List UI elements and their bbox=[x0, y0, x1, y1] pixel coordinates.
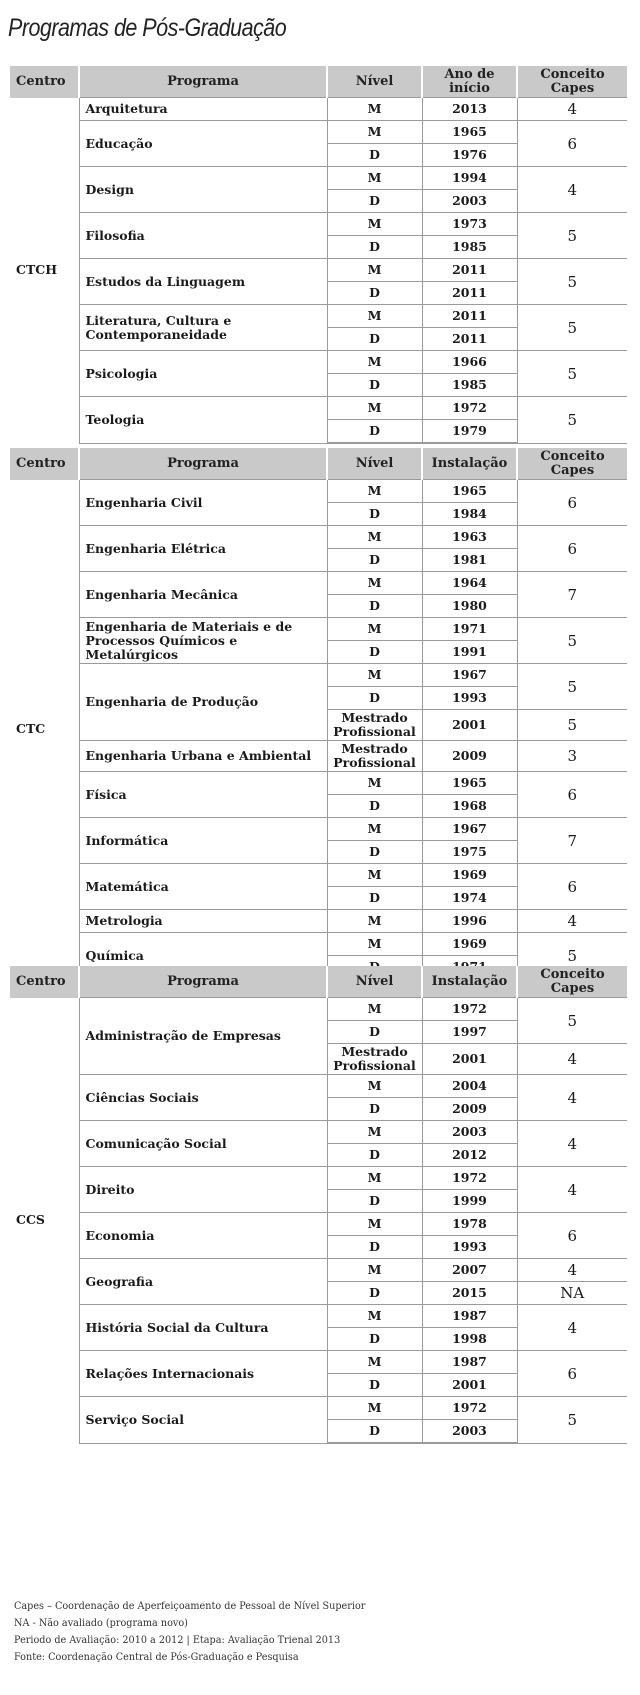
nivel-cell: M bbox=[327, 1305, 422, 1328]
header-ano: Ano de início bbox=[422, 66, 517, 98]
table-row bbox=[10, 98, 627, 121]
table-row bbox=[10, 910, 627, 933]
centro-cell: CTC bbox=[16, 721, 46, 737]
nivel-cell: D bbox=[327, 1098, 422, 1121]
nivel-cell: M bbox=[327, 1351, 422, 1374]
programa-cell: Teologia bbox=[79, 397, 327, 444]
header-ano: Instalação bbox=[422, 448, 517, 480]
programa-cell: Ciências Sociais bbox=[79, 1075, 327, 1121]
programa-cell: Informática bbox=[79, 818, 327, 864]
table-row bbox=[10, 1397, 627, 1420]
nivel-cell: D bbox=[327, 1374, 422, 1397]
conceito-cell: 3 bbox=[517, 741, 627, 772]
ano-cell: 1999 bbox=[422, 1190, 517, 1213]
nivel-cell: D bbox=[327, 1282, 422, 1305]
programa-cell: Relações Internacionais bbox=[79, 1351, 327, 1397]
ano-cell: 2001 bbox=[422, 1374, 517, 1397]
ano-cell: 1972 bbox=[422, 397, 517, 420]
nivel-cell: D bbox=[327, 1236, 422, 1259]
ano-cell: 1987 bbox=[422, 1351, 517, 1374]
nivel-cell: D bbox=[327, 144, 422, 167]
conceito-cell: 7 bbox=[517, 572, 627, 618]
ano-cell: 2003 bbox=[422, 1420, 517, 1444]
conceito-cell: 7 bbox=[517, 818, 627, 864]
conceito-cell: 4 bbox=[517, 910, 627, 933]
ano-cell: 1963 bbox=[422, 526, 517, 549]
header-programa: Programa bbox=[79, 966, 327, 998]
nivel-cell: M bbox=[327, 618, 422, 641]
nivel-cell: M bbox=[327, 933, 422, 956]
conceito-cell: 6 bbox=[517, 772, 627, 818]
conceito-cell: NA bbox=[517, 1282, 627, 1305]
header-centro: Centro bbox=[10, 966, 79, 998]
nivel-cell: M bbox=[327, 1167, 422, 1190]
table-row bbox=[10, 1213, 627, 1236]
note-na: NA - Não avaliado (programa novo) bbox=[14, 1617, 188, 1629]
ano-cell: 2012 bbox=[422, 1144, 517, 1167]
ano-cell: 2011 bbox=[422, 305, 517, 328]
ano-cell: 1996 bbox=[422, 910, 517, 933]
ano-cell: 1971 bbox=[422, 618, 517, 641]
table-row bbox=[10, 664, 627, 687]
ano-cell: 2001 bbox=[422, 1044, 517, 1075]
programa-cell: Literatura, Cultura e Contemporaneidade bbox=[79, 305, 327, 351]
nivel-cell: M bbox=[327, 98, 422, 121]
table-row bbox=[10, 1167, 627, 1190]
ano-cell: 2003 bbox=[422, 1121, 517, 1144]
ano-cell: 1980 bbox=[422, 595, 517, 618]
nivel-cell: M bbox=[327, 351, 422, 374]
nivel-cell: D bbox=[327, 887, 422, 910]
nivel-cell: D bbox=[327, 795, 422, 818]
table-row bbox=[10, 998, 627, 1021]
table-row bbox=[10, 1259, 627, 1282]
programa-cell: Química bbox=[79, 933, 327, 980]
programa-cell: Engenharia de Materiais e de Processos Químicos e Metalúrgicos bbox=[79, 618, 327, 664]
ano-cell: 2013 bbox=[422, 98, 517, 121]
ano-cell: 1972 bbox=[422, 1397, 517, 1420]
conceito-cell: 6 bbox=[517, 480, 627, 526]
nivel-cell: M bbox=[327, 910, 422, 933]
conceito-cell: 4 bbox=[517, 1167, 627, 1213]
nivel-cell: D bbox=[327, 236, 422, 259]
ano-cell: 2001 bbox=[422, 710, 517, 741]
ano-cell: 1967 bbox=[422, 818, 517, 841]
nivel-cell: D bbox=[327, 595, 422, 618]
programa-cell: Educação bbox=[79, 121, 327, 167]
nivel-cell: M bbox=[327, 998, 422, 1021]
programa-cell: Economia bbox=[79, 1213, 327, 1259]
conceito-cell: 6 bbox=[517, 1351, 627, 1397]
programa-cell: Direito bbox=[79, 1167, 327, 1213]
table-row bbox=[10, 213, 627, 236]
ano-cell: 1998 bbox=[422, 1328, 517, 1351]
ano-cell: 2003 bbox=[422, 190, 517, 213]
programa-cell: Filosofia bbox=[79, 213, 327, 259]
conceito-cell: 5 bbox=[517, 618, 627, 664]
table-row bbox=[10, 1075, 627, 1098]
nivel-cell: D bbox=[327, 503, 422, 526]
header-row bbox=[10, 66, 627, 98]
ano-cell: 1969 bbox=[422, 933, 517, 956]
programa-cell: Administração de Empresas bbox=[79, 998, 327, 1075]
ano-cell: 1987 bbox=[422, 1305, 517, 1328]
programa-cell: Estudos da Linguagem bbox=[79, 259, 327, 305]
programa-cell: Engenharia de Produção bbox=[79, 664, 327, 741]
note-capes: Capes – Coordenação de Aperfeiçoamento de Pessoal de Nível Superior bbox=[14, 1600, 366, 1612]
ano-cell: 1967 bbox=[422, 664, 517, 687]
nivel-cell: M bbox=[327, 397, 422, 420]
table-ctc bbox=[10, 448, 627, 980]
header-ano: Instalação bbox=[422, 966, 517, 998]
ano-cell: 2009 bbox=[422, 1098, 517, 1121]
table-row bbox=[10, 480, 627, 503]
table-row bbox=[10, 772, 627, 795]
nivel-cell: D bbox=[327, 1144, 422, 1167]
nivel-cell: M bbox=[327, 864, 422, 887]
conceito-cell: 6 bbox=[517, 1213, 627, 1259]
ano-cell: 1972 bbox=[422, 1167, 517, 1190]
header-row bbox=[10, 448, 627, 480]
ano-cell: 1985 bbox=[422, 236, 517, 259]
header-nivel: Nível bbox=[327, 448, 422, 480]
table-row bbox=[10, 1351, 627, 1374]
programa-cell: Psicologia bbox=[79, 351, 327, 397]
nivel-cell: M bbox=[327, 167, 422, 190]
table-row bbox=[10, 818, 627, 841]
programa-cell: Metrologia bbox=[79, 910, 327, 933]
conceito-cell: 5 bbox=[517, 1397, 627, 1444]
nivel-cell: D bbox=[327, 282, 422, 305]
nivel-cell: D bbox=[327, 687, 422, 710]
nivel-cell: Mestrado Profissional bbox=[327, 741, 422, 772]
nivel-cell: M bbox=[327, 1121, 422, 1144]
ano-cell: 2004 bbox=[422, 1075, 517, 1098]
table-row bbox=[10, 864, 627, 887]
conceito-cell: 4 bbox=[517, 1259, 627, 1282]
conceito-cell: 5 bbox=[517, 664, 627, 710]
programa-cell: Engenharia Elétrica bbox=[79, 526, 327, 572]
table-row bbox=[10, 933, 627, 956]
ano-cell: 1973 bbox=[422, 213, 517, 236]
centro-cell: CTCH bbox=[16, 262, 58, 278]
nivel-cell: M bbox=[327, 1259, 422, 1282]
conceito-cell: 5 bbox=[517, 213, 627, 259]
centro-cell: CCS bbox=[16, 1212, 45, 1228]
header-nivel: Nível bbox=[327, 966, 422, 998]
programa-cell: Comunicação Social bbox=[79, 1121, 327, 1167]
ano-cell: 1965 bbox=[422, 480, 517, 503]
conceito-cell: 5 bbox=[517, 351, 627, 397]
footnotes bbox=[14, 1598, 396, 1666]
ano-cell: 1964 bbox=[422, 572, 517, 595]
table-row bbox=[10, 1121, 627, 1144]
programa-cell: Serviço Social bbox=[79, 1397, 327, 1444]
header-conceito: Conceito Capes bbox=[517, 448, 627, 480]
nivel-cell: M bbox=[327, 664, 422, 687]
nivel-cell: D bbox=[327, 328, 422, 351]
ano-cell: 1976 bbox=[422, 144, 517, 167]
nivel-cell: D bbox=[327, 1420, 422, 1444]
table-row bbox=[10, 397, 627, 420]
ano-cell: 2007 bbox=[422, 1259, 517, 1282]
table-row bbox=[10, 741, 627, 772]
ano-cell: 1974 bbox=[422, 887, 517, 910]
header-row bbox=[10, 966, 627, 998]
conceito-cell: 5 bbox=[517, 305, 627, 351]
table-row bbox=[10, 618, 627, 641]
programa-cell: Design bbox=[79, 167, 327, 213]
table-row bbox=[10, 1305, 627, 1328]
nivel-cell: M bbox=[327, 526, 422, 549]
ano-cell: 1966 bbox=[422, 351, 517, 374]
page-title: Programas de Pós-Graduação bbox=[8, 14, 287, 42]
nivel-cell: M bbox=[327, 213, 422, 236]
nivel-cell: M bbox=[327, 1075, 422, 1098]
ano-cell: 1979 bbox=[422, 420, 517, 444]
ano-cell: 1984 bbox=[422, 503, 517, 526]
conceito-cell: 5 bbox=[517, 710, 627, 741]
nivel-cell: M bbox=[327, 1397, 422, 1420]
table-row bbox=[10, 572, 627, 595]
header-programa: Programa bbox=[79, 66, 327, 98]
ano-cell: 1991 bbox=[422, 641, 517, 664]
header-centro: Centro bbox=[10, 448, 79, 480]
ano-cell: 2011 bbox=[422, 328, 517, 351]
ano-cell: 1965 bbox=[422, 121, 517, 144]
nivel-cell: M bbox=[327, 480, 422, 503]
conceito-cell: 6 bbox=[517, 526, 627, 572]
ano-cell: 1997 bbox=[422, 1021, 517, 1044]
conceito-cell: 6 bbox=[517, 121, 627, 167]
nivel-cell: D bbox=[327, 549, 422, 572]
nivel-cell: M bbox=[327, 259, 422, 282]
table-ccs bbox=[10, 966, 627, 1444]
note-fonte: Fonte: Coordenação Central de Pós-Graduação e Pesquisa bbox=[14, 1651, 299, 1663]
note-periodo: Periodo de Avaliação: 2010 a 2012 | Etapa: Avaliação Trienal 2013 bbox=[14, 1634, 341, 1646]
conceito-cell: 4 bbox=[517, 1044, 627, 1075]
programa-cell: Física bbox=[79, 772, 327, 818]
nivel-cell: D bbox=[327, 374, 422, 397]
programa-cell: Engenharia Mecânica bbox=[79, 572, 327, 618]
conceito-cell: 5 bbox=[517, 933, 627, 980]
nivel-cell: D bbox=[327, 641, 422, 664]
nivel-cell: M bbox=[327, 121, 422, 144]
header-conceito: Conceito Capes bbox=[517, 966, 627, 998]
nivel-cell: M bbox=[327, 572, 422, 595]
conceito-cell: 5 bbox=[517, 397, 627, 444]
nivel-cell: M bbox=[327, 1213, 422, 1236]
header-centro: Centro bbox=[10, 66, 79, 98]
ano-cell: 1981 bbox=[422, 549, 517, 572]
nivel-cell: Mestrado Profissional bbox=[327, 710, 422, 741]
ano-cell: 1985 bbox=[422, 374, 517, 397]
ano-cell: 1968 bbox=[422, 795, 517, 818]
ano-cell: 1969 bbox=[422, 864, 517, 887]
nivel-cell: D bbox=[327, 1190, 422, 1213]
ano-cell: 2015 bbox=[422, 1282, 517, 1305]
ano-cell: 1978 bbox=[422, 1213, 517, 1236]
ano-cell: 1972 bbox=[422, 998, 517, 1021]
header-programa: Programa bbox=[79, 448, 327, 480]
programa-cell: Matemática bbox=[79, 864, 327, 910]
ano-cell: 1975 bbox=[422, 841, 517, 864]
programa-cell: Engenharia Urbana e Ambiental bbox=[79, 741, 327, 772]
ano-cell: 2011 bbox=[422, 282, 517, 305]
nivel-cell: D bbox=[327, 190, 422, 213]
ano-cell: 1994 bbox=[422, 167, 517, 190]
ano-cell: 1965 bbox=[422, 772, 517, 795]
ano-cell: 1993 bbox=[422, 687, 517, 710]
table-row bbox=[10, 259, 627, 282]
table-ctch bbox=[10, 66, 627, 444]
conceito-cell: 4 bbox=[517, 1305, 627, 1351]
conceito-cell: 4 bbox=[517, 1075, 627, 1121]
conceito-cell: 5 bbox=[517, 998, 627, 1044]
programa-cell: Arquitetura bbox=[79, 98, 327, 121]
table-row bbox=[10, 167, 627, 190]
nivel-cell: M bbox=[327, 772, 422, 795]
table-row bbox=[10, 305, 627, 328]
ano-cell: 2011 bbox=[422, 259, 517, 282]
table-row bbox=[10, 526, 627, 549]
table-row bbox=[10, 351, 627, 374]
nivel-cell: M bbox=[327, 305, 422, 328]
nivel-cell: D bbox=[327, 1021, 422, 1044]
conceito-cell: 5 bbox=[517, 259, 627, 305]
nivel-cell: M bbox=[327, 818, 422, 841]
ano-cell: 2009 bbox=[422, 741, 517, 772]
ano-cell: 1993 bbox=[422, 1236, 517, 1259]
programa-cell: Engenharia Civil bbox=[79, 480, 327, 526]
conceito-cell: 4 bbox=[517, 98, 627, 121]
nivel-cell: D bbox=[327, 420, 422, 444]
nivel-cell: D bbox=[327, 1328, 422, 1351]
conceito-cell: 4 bbox=[517, 167, 627, 213]
header-nivel: Nível bbox=[327, 66, 422, 98]
conceito-cell: 6 bbox=[517, 864, 627, 910]
table-row bbox=[10, 121, 627, 144]
conceito-cell: 4 bbox=[517, 1121, 627, 1167]
header-conceito: Conceito Capes bbox=[517, 66, 627, 98]
programa-cell: História Social da Cultura bbox=[79, 1305, 327, 1351]
programa-cell: Geografia bbox=[79, 1259, 327, 1305]
nivel-cell: Mestrado Profissional bbox=[327, 1044, 422, 1075]
nivel-cell: D bbox=[327, 841, 422, 864]
